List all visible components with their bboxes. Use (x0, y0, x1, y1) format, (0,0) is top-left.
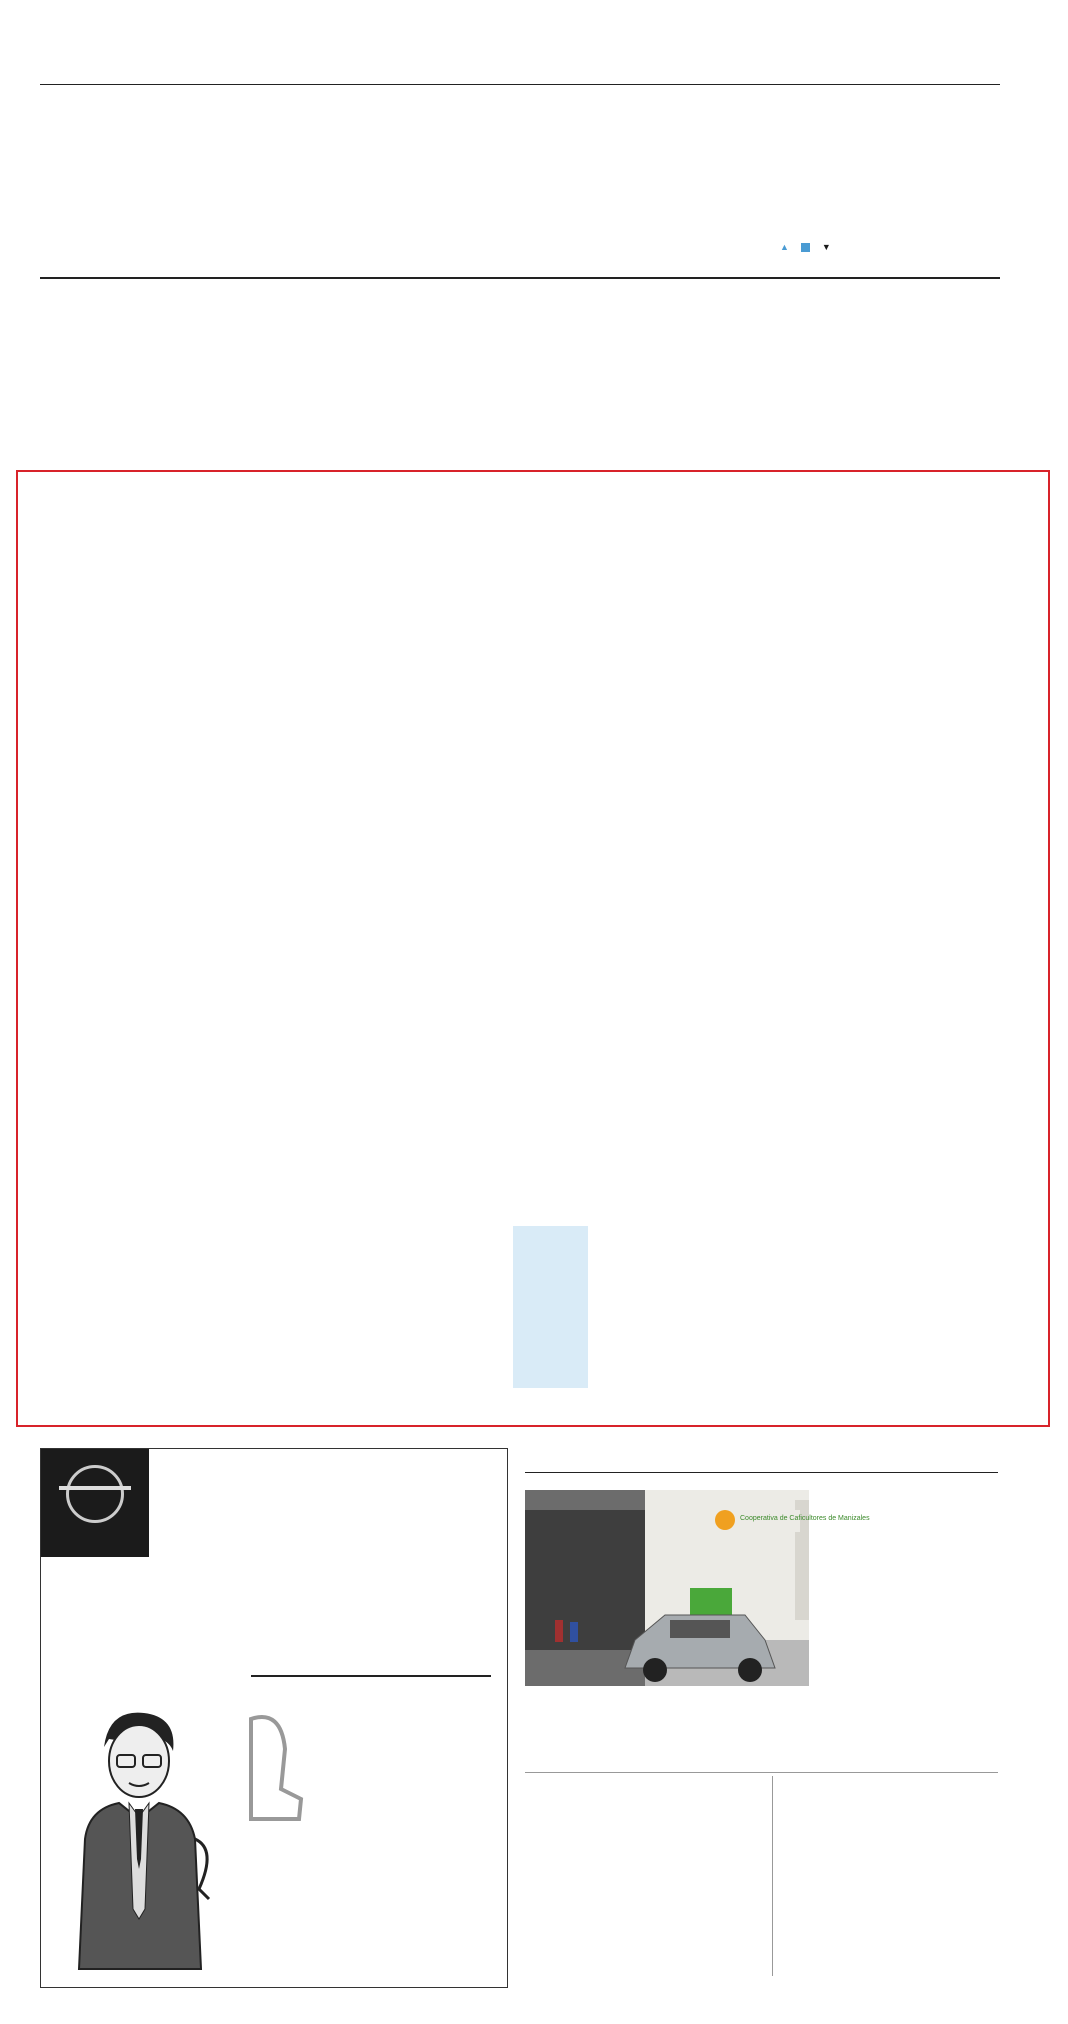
plan-chart (433, 590, 663, 1070)
briefs-divider (772, 1776, 773, 1976)
briefs-rule (525, 1472, 998, 1473)
diff-mid-band (513, 1226, 588, 1388)
nissan-logo-icon (66, 1465, 124, 1523)
up-icon: ▲ (780, 242, 789, 253)
briefs-rule-2 (525, 1772, 998, 1773)
diff-table (435, 1210, 663, 1230)
airbag-seat-icon (231, 1709, 311, 1829)
briefs-photo (525, 1490, 870, 1686)
nissan-ad (40, 1448, 508, 1988)
man-illustration (49, 1699, 219, 1969)
ad-model-table (251, 1672, 491, 1677)
sidebar-note (40, 151, 295, 154)
brief-2 (525, 1776, 755, 1784)
svg-text:Cooperativa de Caficultores de: Cooperativa de Caficultores de Manizales (740, 1515, 870, 1522)
brief-1 (822, 1500, 1000, 1506)
article-col3 (838, 538, 998, 542)
nissan-brand (59, 1486, 131, 1490)
indicators-rule (40, 277, 1000, 279)
legend-stable (801, 242, 810, 252)
trend-legend (780, 242, 831, 252)
down-icon: ▼ (821, 242, 831, 253)
stable-icon (801, 243, 810, 252)
pull-quote (90, 1080, 230, 1096)
header-rule (40, 84, 1000, 85)
legend-down (822, 242, 831, 252)
nissan-logo-block (41, 1449, 149, 1557)
legend-up (780, 242, 789, 252)
brief-3 (788, 1776, 1000, 1784)
article-col2 (666, 538, 828, 542)
ad-contact-box (201, 1919, 501, 1925)
